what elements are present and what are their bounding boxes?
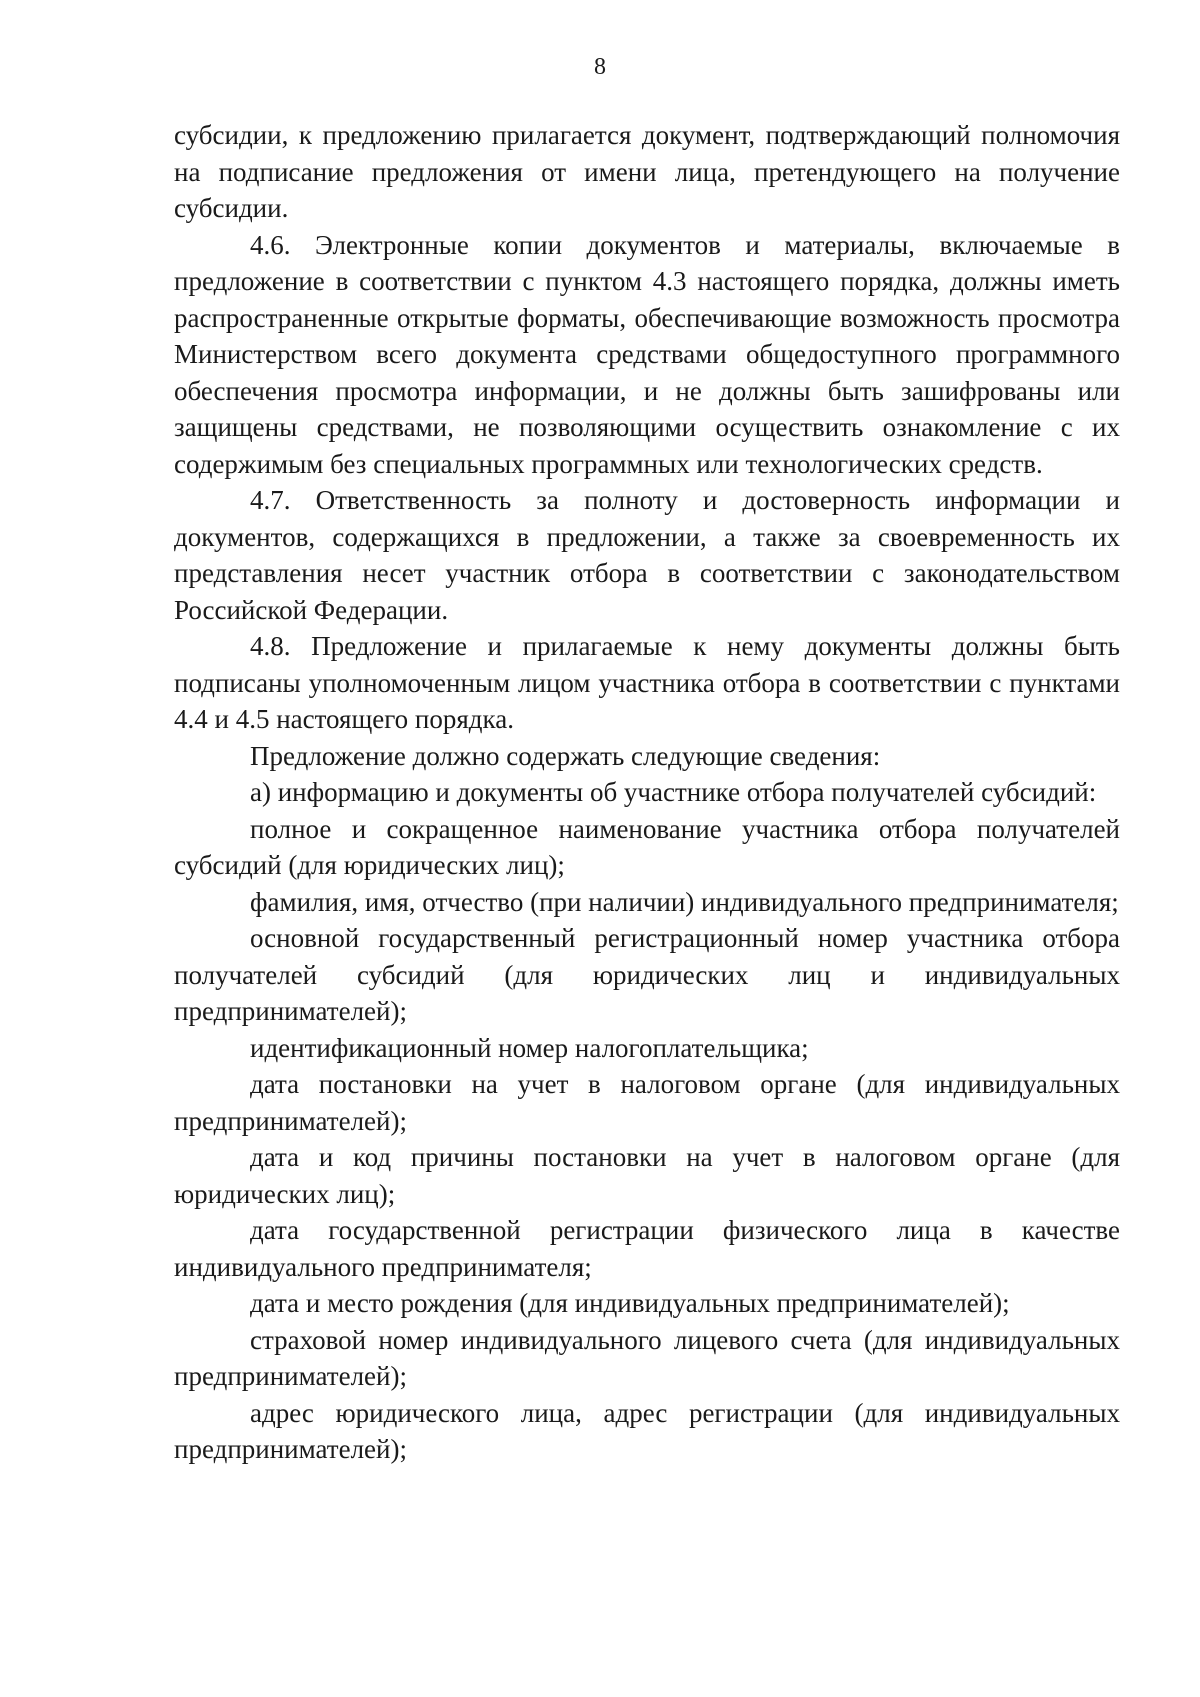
paragraph-4-7: 4.7. Ответственность за полноту и достоверность информации и документов, содержащихся в предложении, а также за своевременность их представления несет участник отбора в соответствии с законодательством Российской Федерации. (174, 485, 1120, 625)
document-body (174, 117, 1120, 1468)
page-number: 8 (594, 54, 606, 80)
list-item: страховой номер индивидуального лицевого счета (для индивидуальных предпринимателей); (174, 1324, 1120, 1391)
paragraph-4-8: 4.8. Предложение и прилагаемые к нему документы должны быть подписаны уполномоченным лицом участника отбора в соответствии с пунктами 4.4 и 4.5 настоящего порядка. (174, 631, 1120, 734)
paragraph-requirements-intro: Предложение должно содержать следующие сведения: (250, 740, 881, 771)
list-item-a: а) информацию и документы об участнике отбора получателей субсидий: (250, 777, 1097, 807)
paragraph-4-6: 4.6. Электронные копии документов и материалы, включаемые в предложение в соответствии с пунктом 4.3 настоящего порядка, должны иметь распространенные открытые форматы, обеспечивающие возможность просмотра Министерством всего документа средствами общедоступного программного обеспечения просмотра информации, и не должны быть зашифрованы или защищены средствами, не позволяющими осуществить ознакомление с их содержимым без специальных программных или технологических средств. (174, 229, 1120, 479)
list-item: адрес юридического лица, адрес регистрации (для индивидуальных предпринимателей); (174, 1397, 1120, 1464)
list-item: полное и сокращенное наименование участника отбора получателей субсидий (для юридических лиц); (174, 813, 1120, 880)
list-item: идентификационный номер налогоплательщика; (250, 1032, 809, 1063)
list-item: дата государственной регистрации физического лица в качестве индивидуального предпринимателя; (174, 1215, 1120, 1282)
list-item: дата и код причины постановки на учет в налоговом органе (для юридических лиц); (174, 1142, 1120, 1209)
paragraph: субсидии, к предложению прилагается документ, подтверждающий полномочия на подписание предложения от имени лица, претендующего на получение субсидии. (174, 120, 1120, 223)
list-item: основной государственный регистрационный номер участника отбора получателей субсидий (для юридических лиц и индивидуальных предпринимателей); (174, 923, 1120, 1026)
list-item: дата постановки на учет в налоговом органе (для индивидуальных предпринимателей); (174, 1069, 1120, 1136)
list-item: фамилия, имя, отчество (при наличии) индивидуального предпринимателя; (250, 886, 1119, 917)
list-item: дата и место рождения (для индивидуальных предпринимателей); (250, 1288, 1010, 1318)
